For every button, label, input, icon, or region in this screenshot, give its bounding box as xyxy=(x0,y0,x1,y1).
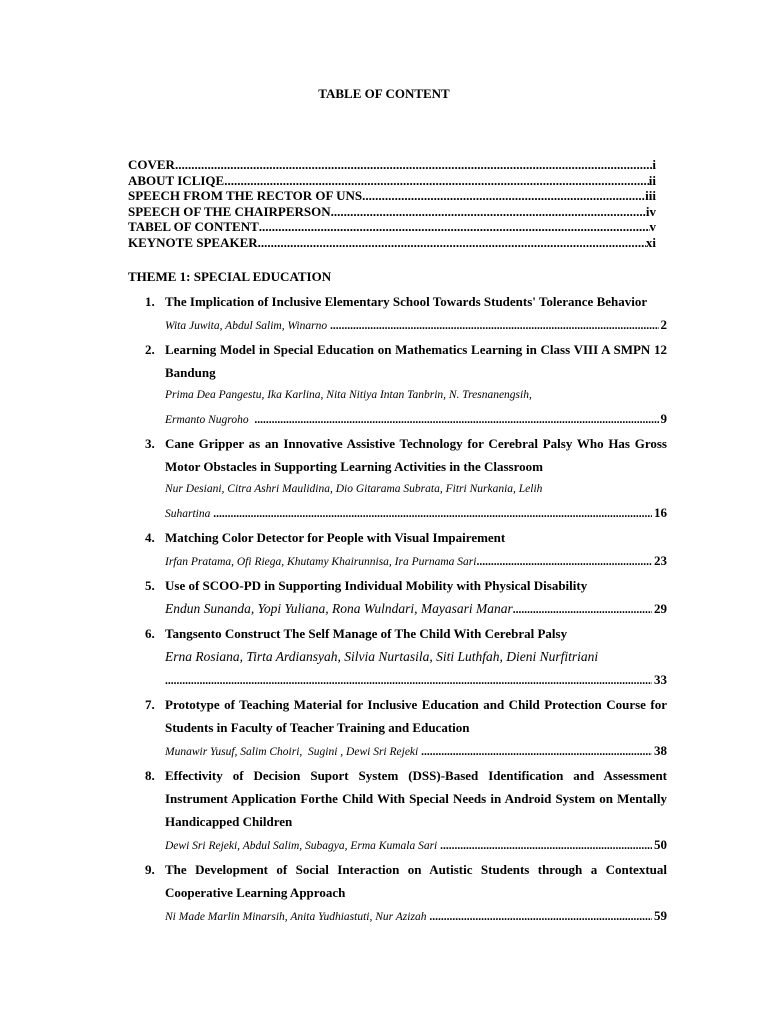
entry-page: 23 xyxy=(654,553,667,568)
entry-number: 5. xyxy=(145,578,155,593)
entry-authors: Prima Dea Pangestu, Ika Karlina, Nita Nitiya Intan Tanbrin, N. Tresnanengsih, xyxy=(165,389,532,401)
entry-author-line xyxy=(165,739,667,764)
entry-number: 8. xyxy=(145,768,155,783)
entry-author-line xyxy=(165,549,667,574)
entry-author-line xyxy=(165,407,667,432)
entry-title: Prototype of Teaching Material for Inclusive Education and Child Protection Course for Students in Faculty of Teacher Training and Education xyxy=(165,697,667,735)
dot-leader xyxy=(476,551,652,574)
entry-number: 6. xyxy=(145,626,155,641)
dot-leader xyxy=(331,204,646,220)
entry-title: Effectivity of Decision Suport System (DSS)-Based Identification and Assessment Instrument Application Forthe Child With Special Needs in Android System on Mentally Handicapped Children xyxy=(165,768,667,829)
entry-title: Cane Gripper as an Innovative Assistive Technology for Cerebral Palsy Who Has Gross Motor Obstacles in Supporting Learning Activities in the Classroom xyxy=(165,436,667,474)
toc-row-label: COVER xyxy=(128,157,175,172)
toc-row-label: KEYNOTE SPEAKER xyxy=(128,234,258,250)
toc-row-page: iii xyxy=(645,188,656,203)
front-matter-list xyxy=(128,157,656,250)
entry-authors-last: Wita Juwita, Abdul Salim, Winarno xyxy=(165,320,330,332)
dot-leader xyxy=(224,173,649,189)
entry-page: 2 xyxy=(660,317,667,332)
toc-row-page: i xyxy=(652,157,656,172)
entry-number: 9. xyxy=(145,862,155,877)
entry-page: 50 xyxy=(654,837,667,852)
entry-authors-last: Dewi Sri Rejeki, Abdul Salim, Subagya, Erma Kumala Sari xyxy=(165,840,441,852)
entry-author-line xyxy=(165,833,667,858)
entry-authors: Erna Rosiana, Tirta Ardiansyah, Silvia Nurtasila, Siti Luthfah, Dieni Nurfitriani xyxy=(165,649,599,664)
dot-leader xyxy=(362,188,645,204)
entry-authors-last: Suhartina xyxy=(165,508,214,520)
theme-heading: THEME 1: SPECIAL EDUCATION xyxy=(128,269,332,284)
entry-list xyxy=(145,290,667,929)
dot-leader xyxy=(421,741,652,764)
dot-leader xyxy=(440,835,652,858)
toc-entry xyxy=(145,432,667,526)
entry-authors: Nur Desiani, Citra Ashri Maulidina, Dio Gitarama Subrata, Fitri Nurkania, Lelih xyxy=(165,483,543,495)
dot-leader xyxy=(254,409,658,432)
toc-entry xyxy=(145,338,667,432)
entry-number: 2. xyxy=(145,342,155,357)
entry-number: 7. xyxy=(145,697,155,712)
toc-row-page: xi xyxy=(645,234,656,250)
entry-page: 33 xyxy=(654,672,667,687)
entry-authors-last: Ermanto Nugroho xyxy=(165,414,255,426)
page-title: TABLE OF CONTENT xyxy=(318,86,450,101)
entry-author-line xyxy=(165,597,667,622)
entry-authors-last: Endun Sunanda, Yopi Yuliana, Rona Wulndari, Mayasari Manar xyxy=(165,601,513,616)
entry-title: The Development of Social Interaction on Autistic Students through a Contextual Cooperative Learning Approach xyxy=(165,862,667,900)
toc-row-label: ABOUT ICLIQE xyxy=(128,172,225,188)
entry-page: 29 xyxy=(654,601,667,616)
entry-number: 1. xyxy=(145,294,155,309)
toc-row-page: v xyxy=(649,219,656,234)
dot-leader xyxy=(175,157,652,173)
entry-page: 59 xyxy=(654,908,667,923)
entry-author-line xyxy=(165,904,667,929)
toc-entry xyxy=(145,574,667,622)
toc-row-page: iv xyxy=(645,203,656,219)
toc-entry xyxy=(145,622,667,693)
toc-entry xyxy=(145,290,667,338)
entry-title: Use of SCOO-PD in Supporting Individual Mobility with Physical Disability xyxy=(165,578,588,593)
entry-number: 4. xyxy=(145,530,155,545)
toc-row-label: SPEECH FROM THE RECTOR OF UNS xyxy=(128,188,363,203)
entry-title: The Implication of Inclusive Elementary School Towards Students' Tolerance Behavior xyxy=(165,294,648,309)
entry-page: 16 xyxy=(654,505,667,520)
dot-leader xyxy=(258,235,646,251)
dot-leader xyxy=(259,219,650,235)
toc-entry xyxy=(145,693,667,764)
entry-author-line xyxy=(165,313,667,338)
entry-title: Matching Color Detector for People with Visual Impairement xyxy=(165,530,506,545)
dot-leader xyxy=(513,599,652,622)
toc-entry xyxy=(145,858,667,929)
entry-authors-last: Munawir Yusuf, Salim Choiri, Sugini , Dewi Sri Rejeki xyxy=(165,746,422,758)
toc-entry xyxy=(145,764,667,858)
toc-row-label: SPEECH OF THE CHAIRPERSON xyxy=(128,203,331,219)
dot-leader xyxy=(330,315,659,338)
toc-row xyxy=(128,157,656,173)
entry-title: Learning Model in Special Education on Mathematics Learning in Class VIII A SMPN 12 Bandung xyxy=(165,342,667,380)
entry-authors-last: Ni Made Marlin Minarsih, Anita Yudhiastuti, Nur Azizah xyxy=(165,911,430,923)
toc-row-page: ii xyxy=(648,172,656,188)
dot-leader xyxy=(165,670,652,693)
entry-page: 38 xyxy=(654,743,667,758)
toc-row xyxy=(128,204,656,220)
toc-row xyxy=(128,188,656,204)
toc-row-label: TABEL OF CONTENT xyxy=(128,219,259,234)
entry-author-line xyxy=(165,668,667,693)
entry-number: 3. xyxy=(145,436,155,451)
entry-author-line xyxy=(165,501,667,526)
entry-page: 9 xyxy=(660,411,667,426)
toc-row xyxy=(128,235,656,251)
toc-row xyxy=(128,219,656,235)
dot-leader xyxy=(213,503,652,526)
toc-row xyxy=(128,173,656,189)
dot-leader xyxy=(429,906,652,929)
toc-entry xyxy=(145,526,667,574)
entry-authors-last: Irfan Pratama, Ofi Riega, Khutamy Khairunnisa, Ira Purnama Sari xyxy=(165,556,477,568)
entry-title: Tangsento Construct The Self Manage of The Child With Cerebral Palsy xyxy=(165,626,568,641)
